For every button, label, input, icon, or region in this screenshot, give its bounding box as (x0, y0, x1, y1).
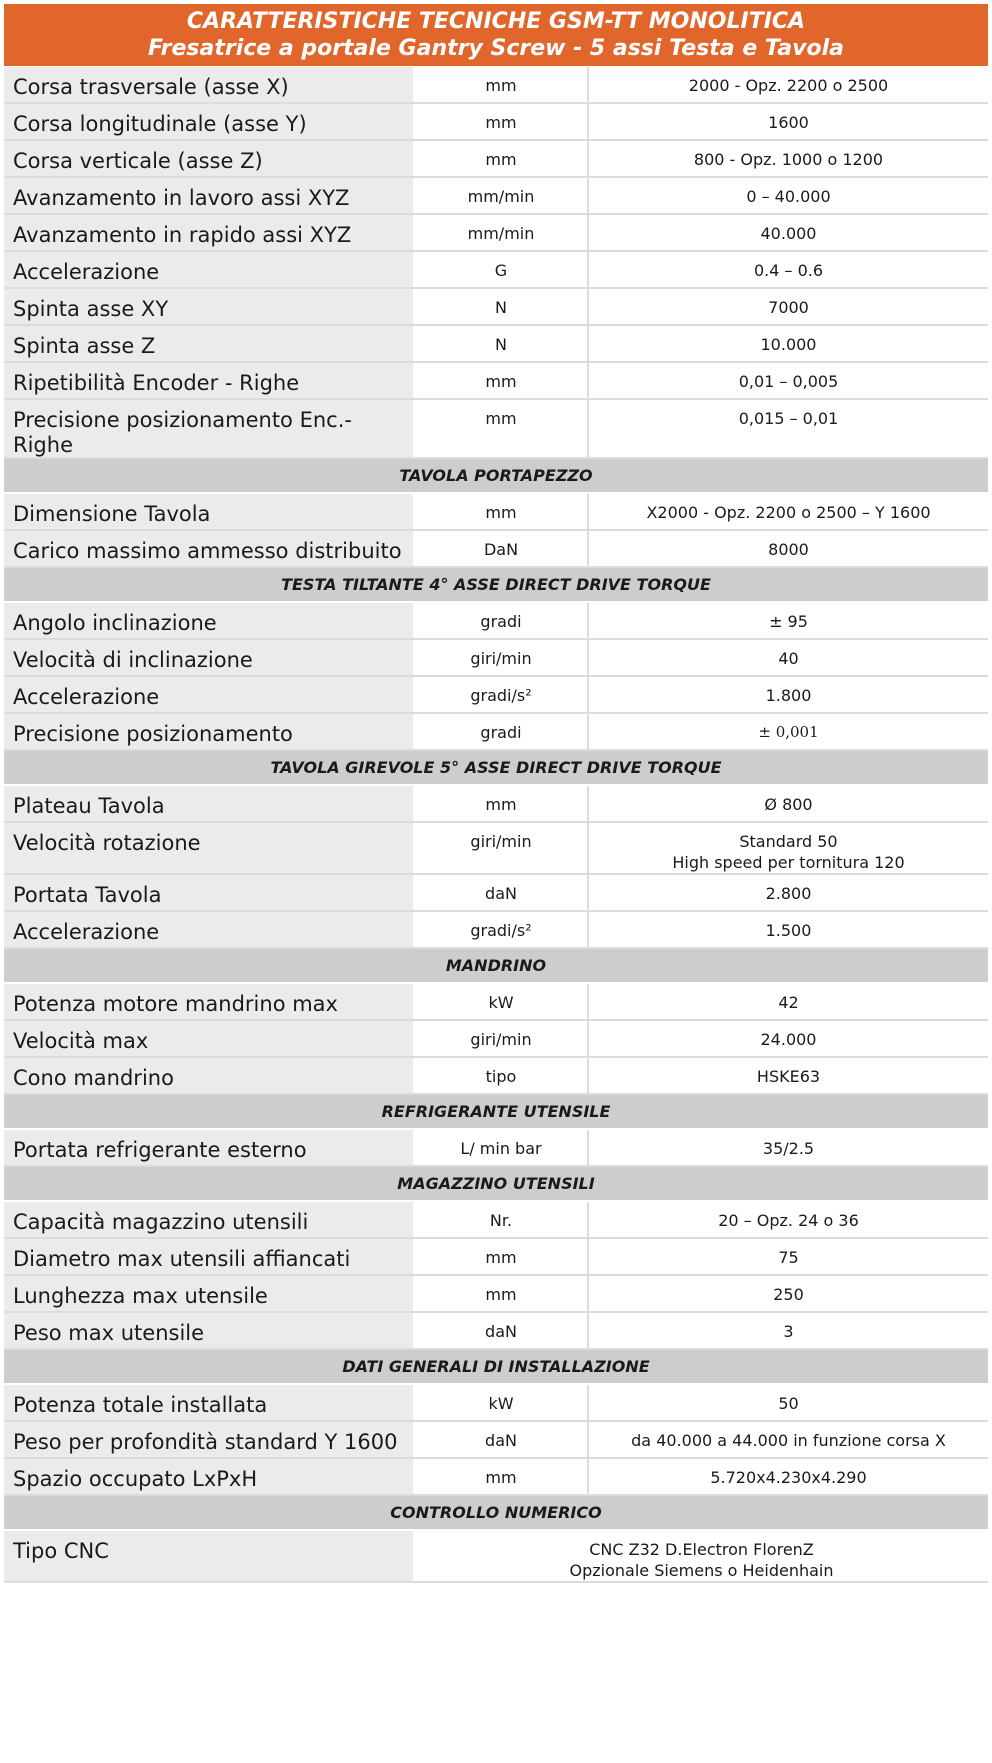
spec-value (589, 823, 988, 873)
spec-row (4, 400, 988, 459)
spec-row (4, 984, 988, 1021)
spec-value (589, 1422, 988, 1457)
spec-value (589, 67, 988, 102)
spec-unit: giri/min (415, 823, 589, 873)
spec-value (589, 400, 988, 457)
spec-value-line: 2.800 (765, 884, 812, 903)
spec-unit: mm (415, 400, 589, 457)
spec-row (4, 1422, 988, 1459)
spec-label: Peso max utensile (4, 1313, 415, 1348)
spec-value-line: 0.4 – 0.6 (753, 261, 824, 280)
spec-row (4, 875, 988, 912)
spec-unit: giri/min (415, 640, 589, 675)
section-header: MAGAZZINO UTENSILI (4, 1167, 988, 1202)
spec-value-line: 50 (778, 1394, 799, 1413)
spec-unit: kW (415, 984, 589, 1019)
spec-label: Corsa longitudinale (asse Y) (4, 104, 415, 139)
spec-value (415, 1531, 988, 1581)
spec-label: Ripetibilità Encoder - Righe (4, 363, 415, 398)
spec-value-line: 35/2.5 (762, 1139, 815, 1158)
spec-unit: DaN (415, 531, 589, 566)
spec-label: Tipo CNC (4, 1531, 415, 1581)
spec-row (4, 178, 988, 215)
spec-row (4, 1202, 988, 1239)
spec-label: Corsa trasversale (asse X) (4, 67, 415, 102)
spec-title: CARATTERISTICHE TECNICHE GSM-TT MONOLITICA (186, 9, 806, 34)
spec-unit: mm (415, 1459, 589, 1494)
spec-row (4, 1239, 988, 1276)
spec-value (589, 714, 988, 749)
spec-value (589, 1058, 988, 1093)
spec-value (589, 912, 988, 947)
spec-label: Accelerazione (4, 912, 415, 947)
spec-header (4, 4, 988, 66)
spec-row (4, 677, 988, 714)
spec-row (4, 104, 988, 141)
spec-row (4, 326, 988, 363)
spec-value-line: 0,015 – 0,01 (738, 409, 839, 428)
spec-value-line: 1.800 (765, 686, 812, 705)
spec-value-line: 2000 - Opz. 2200 o 2500 (688, 76, 889, 95)
spec-unit: N (415, 326, 589, 361)
spec-unit: mm (415, 104, 589, 139)
spec-row (4, 1021, 988, 1058)
spec-row (4, 786, 988, 823)
spec-value (589, 1276, 988, 1311)
spec-unit: L/ min bar (415, 1130, 589, 1165)
section-header: CONTROLLO NUMERICO (4, 1496, 988, 1531)
spec-row (4, 215, 988, 252)
spec-row (4, 1385, 988, 1422)
spec-value-line: 250 (773, 1285, 804, 1304)
spec-value (589, 1021, 988, 1056)
spec-row (4, 603, 988, 640)
spec-unit: mm (415, 494, 589, 529)
section-header: TESTA TILTANTE 4° ASSE DIRECT DRIVE TORQUE (4, 568, 988, 603)
spec-label: Velocità di inclinazione (4, 640, 415, 675)
spec-value-line: High speed per tornitura 120 (672, 853, 905, 872)
spec-value (589, 178, 988, 213)
spec-value-line: 0 – 40.000 (746, 187, 831, 206)
spec-unit: tipo (415, 1058, 589, 1093)
spec-value-line: da 40.000 a 44.000 in funzione corsa X (631, 1431, 946, 1450)
spec-value (589, 1239, 988, 1274)
spec-unit: gradi/s² (415, 677, 589, 712)
spec-row (4, 912, 988, 949)
spec-label: Plateau Tavola (4, 786, 415, 821)
spec-value (589, 494, 988, 529)
spec-unit: daN (415, 1313, 589, 1348)
spec-unit: mm (415, 67, 589, 102)
spec-label: Corsa verticale (asse Z) (4, 141, 415, 176)
spec-unit: mm/min (415, 178, 589, 213)
spec-value-line: 40.000 (760, 224, 817, 243)
spec-value-line: ± 95 (769, 612, 808, 631)
spec-row (4, 1313, 988, 1350)
spec-value (589, 1130, 988, 1165)
spec-unit: mm (415, 786, 589, 821)
spec-value-line: 75 (778, 1248, 799, 1267)
spec-value (589, 875, 988, 910)
spec-value-line: 20 – Opz. 24 o 36 (718, 1211, 859, 1230)
spec-value-line: 42 (778, 993, 799, 1012)
spec-value-line: 8000 (768, 540, 809, 559)
spec-value (589, 1385, 988, 1420)
spec-label: Velocità rotazione (4, 823, 415, 873)
spec-label: Cono mandrino (4, 1058, 415, 1093)
spec-value-line: 10.000 (760, 335, 817, 354)
spec-value (589, 640, 988, 675)
spec-label: Spazio occupato LxPxH (4, 1459, 415, 1494)
spec-value-line: 3 (783, 1322, 794, 1341)
spec-unit: mm (415, 141, 589, 176)
spec-value-line: 0,01 – 0,005 (738, 372, 839, 391)
spec-unit: mm (415, 1276, 589, 1311)
spec-value-line: 40 (778, 649, 799, 668)
spec-value-line: ± 0,001 (758, 723, 819, 741)
section-header: REFRIGERANTE UTENSILE (4, 1095, 988, 1130)
spec-value-line: 1600 (768, 113, 809, 132)
spec-label: Portata Tavola (4, 875, 415, 910)
spec-row (4, 363, 988, 400)
spec-value (589, 677, 988, 712)
spec-row (4, 67, 988, 104)
spec-label: Portata refrigerante esterno (4, 1130, 415, 1165)
spec-unit: mm (415, 1239, 589, 1274)
spec-value-line: Ø 800 (764, 795, 813, 814)
spec-row (4, 531, 988, 568)
spec-row (4, 640, 988, 677)
spec-unit: daN (415, 875, 589, 910)
spec-label: Precisione posizionamento Enc.- Righe (4, 400, 415, 457)
spec-label: Carico massimo ammesso distribuito (4, 531, 415, 566)
spec-value-line: 7000 (768, 298, 809, 317)
spec-label: Accelerazione (4, 677, 415, 712)
spec-value-line: Standard 50 (739, 832, 838, 851)
spec-unit: gradi (415, 714, 589, 749)
spec-row (4, 1058, 988, 1095)
spec-label: Potenza totale installata (4, 1385, 415, 1420)
spec-value (589, 1202, 988, 1237)
spec-row (4, 823, 988, 875)
spec-unit: gradi (415, 603, 589, 638)
spec-label: Accelerazione (4, 252, 415, 287)
spec-value-line: 1.500 (765, 921, 812, 940)
spec-value (589, 984, 988, 1019)
spec-value (589, 531, 988, 566)
spec-label: Potenza motore mandrino max (4, 984, 415, 1019)
spec-unit: gradi/s² (415, 912, 589, 947)
spec-value (589, 252, 988, 287)
spec-row (4, 289, 988, 326)
spec-value-line: HSKE63 (756, 1067, 821, 1086)
spec-row (4, 252, 988, 289)
spec-value (589, 1313, 988, 1348)
spec-unit: Nr. (415, 1202, 589, 1237)
spec-subtitle: Fresatrice a portale Gantry Screw - 5 assi Testa e Tavola (148, 36, 844, 61)
spec-label: Angolo inclinazione (4, 603, 415, 638)
spec-label: Capacità magazzino utensili (4, 1202, 415, 1237)
section-header: TAVOLA GIREVOLE 5° ASSE DIRECT DRIVE TORQUE (4, 751, 988, 786)
spec-row (4, 141, 988, 178)
spec-unit: N (415, 289, 589, 324)
section-header: TAVOLA PORTAPEZZO (4, 459, 988, 494)
spec-value (589, 326, 988, 361)
spec-value (589, 289, 988, 324)
spec-row (4, 1459, 988, 1496)
spec-row (4, 714, 988, 751)
spec-value (589, 363, 988, 398)
spec-label: Spinta asse XY (4, 289, 415, 324)
spec-value-line: 5.720x4.230x4.290 (710, 1468, 867, 1487)
spec-unit: mm/min (415, 215, 589, 250)
spec-label: Peso per profondità standard Y 1600 (4, 1422, 415, 1457)
spec-label: Lunghezza max utensile (4, 1276, 415, 1311)
spec-unit: giri/min (415, 1021, 589, 1056)
spec-label: Precisione posizionamento (4, 714, 415, 749)
spec-label: Avanzamento in rapido assi XYZ (4, 215, 415, 250)
spec-label: Dimensione Tavola (4, 494, 415, 529)
spec-table (4, 67, 988, 1583)
spec-value (589, 104, 988, 139)
spec-row (4, 494, 988, 531)
spec-row (4, 1531, 988, 1583)
spec-unit: kW (415, 1385, 589, 1420)
spec-label: Velocità max (4, 1021, 415, 1056)
spec-row (4, 1276, 988, 1313)
spec-label: Spinta asse Z (4, 326, 415, 361)
spec-value (589, 1459, 988, 1494)
spec-unit: G (415, 252, 589, 287)
spec-value (589, 215, 988, 250)
spec-row (4, 1130, 988, 1167)
spec-value-line: 24.000 (760, 1030, 817, 1049)
spec-value (589, 603, 988, 638)
spec-value-line: 800 - Opz. 1000 o 1200 (693, 150, 884, 169)
spec-label: Diametro max utensili affiancati (4, 1239, 415, 1274)
spec-label: Avanzamento in lavoro assi XYZ (4, 178, 415, 213)
spec-unit: daN (415, 1422, 589, 1457)
spec-value-line: CNC Z32 D.Electron FlorenZ (589, 1540, 814, 1559)
spec-value-line: Opzionale Siemens o Heidenhain (569, 1561, 834, 1580)
spec-value (589, 141, 988, 176)
spec-value (589, 786, 988, 821)
spec-value-line: X2000 - Opz. 2200 o 2500 – Y 1600 (646, 503, 931, 522)
spec-unit: mm (415, 363, 589, 398)
section-header: MANDRINO (4, 949, 988, 984)
section-header: DATI GENERALI DI INSTALLAZIONE (4, 1350, 988, 1385)
